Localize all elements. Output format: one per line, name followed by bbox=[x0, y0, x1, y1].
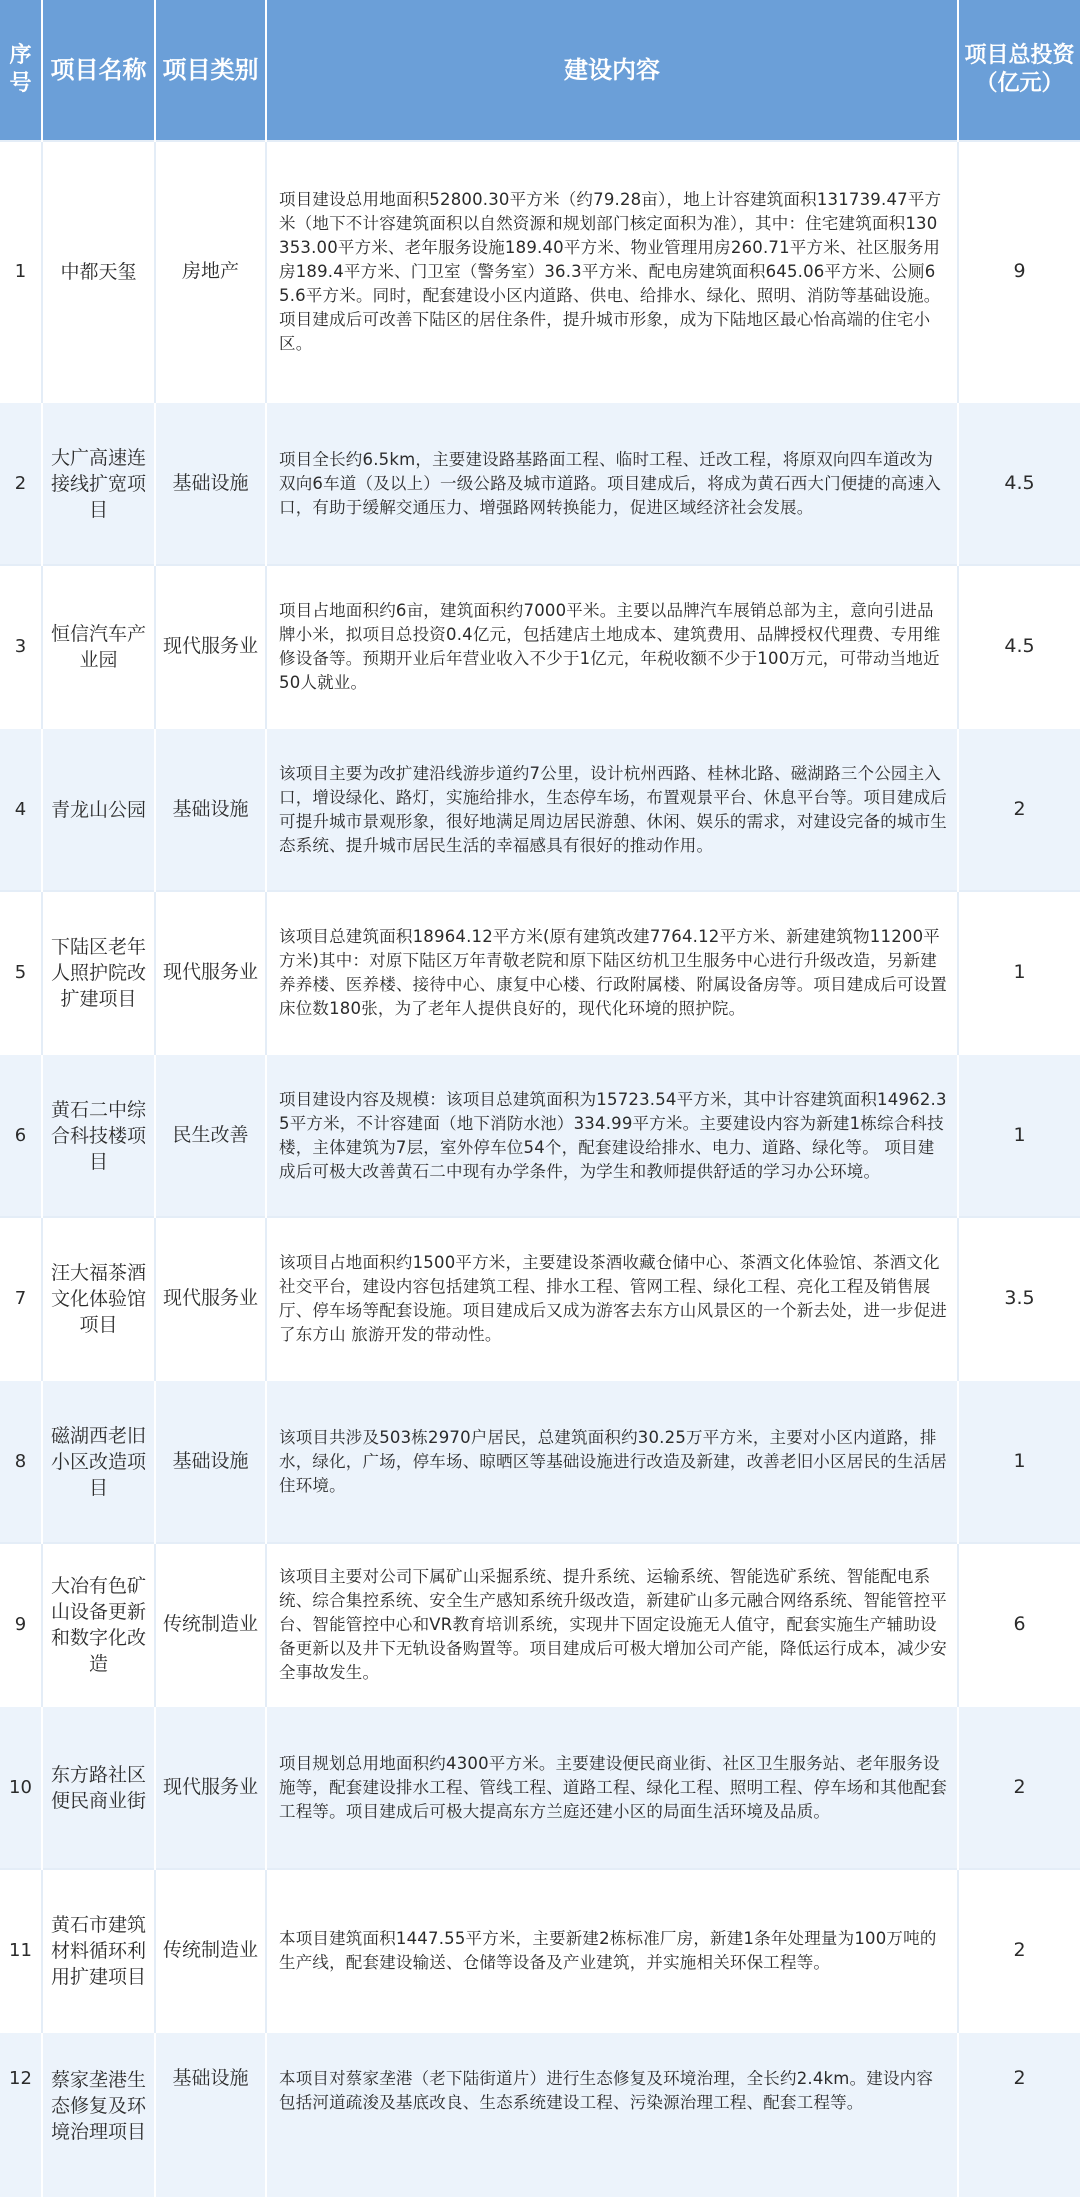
row-name: 汪大福茶酒文化体验馆项目 bbox=[42, 1217, 155, 1380]
row-type: 民生改善 bbox=[155, 1054, 266, 1217]
row-no: 6 bbox=[0, 1054, 42, 1217]
row-no: 2 bbox=[0, 402, 42, 565]
row-investment: 1 bbox=[958, 891, 1080, 1054]
row-no: 7 bbox=[0, 1217, 42, 1380]
table-row bbox=[0, 1217, 1080, 1380]
row-investment: 3.5 bbox=[958, 1217, 1080, 1380]
row-name: 大广高速连接线扩宽项目 bbox=[42, 402, 155, 565]
row-type: 房地产 bbox=[155, 141, 266, 402]
table-row bbox=[0, 1380, 1080, 1543]
row-type: 现代服务业 bbox=[155, 891, 266, 1054]
row-content: 该项目主要对公司下属矿山采掘系统、提升系统、运输系统、智能选矿系统、智能配电系统、综合集控系统、安全生产感知系统升级改造，新建矿山多元融合网络系统、智能管控平台、智能管控中心和VR教育培训系统，实现井下固定设施无人值守，配套实施生产辅助设备更新以及井下无轨设备购置等。项目建成后可极大增加公司产能，降低运行成本，减少安全事故发生。 bbox=[266, 1543, 958, 1706]
row-type: 现代服务业 bbox=[155, 1217, 266, 1380]
table-row bbox=[0, 141, 1080, 402]
row-content: 项目占地面积约6亩，建筑面积约7000平米。主要以品牌汽车展销总部为主，意向引进品牌小米，拟项目总投资0.4亿元，包括建店土地成本、建筑费用、品牌授权代理费、专用维修设备等。预期开业后年营业收入不少于1亿元，年税收额不少于100万元，可带动当地近50人就业。 bbox=[266, 565, 958, 728]
row-name: 大冶有色矿山设备更新和数字化改造 bbox=[42, 1543, 155, 1706]
row-content: 项目建设内容及规模：该项目总建筑面积为15723.54平方米，其中计容建筑面积14962.35平方米，不计容建面（地下消防水池）334.99平方米。主要建设内容为新建1栋综合科技楼，主体建筑为7层，室外停车位54个，配套建设给排水、电力、道路、绿化等。 项目建成后可极大改善黄石二中现有办学条件，为学生和教师提供舒适的学习办公环境。 bbox=[266, 1054, 958, 1217]
row-no: 5 bbox=[0, 891, 42, 1054]
row-content: 项目建设总用地面积52800.30平方米（约79.28亩），地上计容建筑面积131739.47平方米（地下不计容建筑面积以自然资源和规划部门核定面积为准），其中：住宅建筑面积130353.00平方米、老年服务设施189.40平方米、物业管理用房260.71平方米、社区服务用房189.4平方米、门卫室（警务室）36.3平方米、配电房建筑面积645.06平方米、公厕65.6平方米。同时，配套建设小区内道路、供电、给排水、绿化、照明、消防等基础设施。项目建成后可改善下陆区的居住条件，提升城市形象，成为下陆地区最心怡高端的住宅小区。 bbox=[266, 141, 958, 402]
table-row bbox=[0, 728, 1080, 891]
row-investment: 4.5 bbox=[958, 402, 1080, 565]
row-investment: 2 bbox=[958, 728, 1080, 891]
row-investment: 2 bbox=[958, 2032, 1080, 2197]
row-name: 黄石二中综合科技楼项目 bbox=[42, 1054, 155, 1217]
row-name: 蔡家垄港生态修复及环境治理项目 bbox=[42, 2032, 155, 2197]
row-type: 现代服务业 bbox=[155, 565, 266, 728]
row-no: 9 bbox=[0, 1543, 42, 1706]
row-type: 基础设施 bbox=[155, 402, 266, 565]
row-investment: 2 bbox=[958, 1869, 1080, 2032]
row-content: 该项目占地面积约1500平方米，主要建设茶酒收藏仓储中心、茶酒文化体验馆、茶酒文化社交平台，建设内容包括建筑工程、排水工程、管网工程、绿化工程、亮化工程及销售展厅、停车场等配套设施。项目建成后又成为游客去东方山风景区的一个新去处，进一步促进了东方山 旅游开发的带动性。 bbox=[266, 1217, 958, 1380]
row-name: 黄石市建筑材料循环利用扩建项目 bbox=[42, 1869, 155, 2032]
row-name: 青龙山公园 bbox=[42, 728, 155, 891]
table-row bbox=[0, 1543, 1080, 1706]
row-content: 项目全长约6.5km，主要建设路基路面工程、临时工程、迁改工程，将原双向四车道改为双向6车道（及以上）一级公路及城市道路。项目建成后，将成为黄石西大门便捷的高速入口，有助于缓解交通压力、增强路网转换能力，促进区域经济社会发展。 bbox=[266, 402, 958, 565]
table-row bbox=[0, 1869, 1080, 2032]
row-type: 基础设施 bbox=[155, 1380, 266, 1543]
header-no: 序号 bbox=[0, 0, 42, 141]
header-name: 项目名称 bbox=[42, 0, 155, 141]
row-no: 1 bbox=[0, 141, 42, 402]
row-name: 下陆区老年人照护院改扩建项目 bbox=[42, 891, 155, 1054]
row-no: 12 bbox=[0, 2032, 42, 2197]
row-type: 基础设施 bbox=[155, 728, 266, 891]
row-investment: 1 bbox=[958, 1380, 1080, 1543]
row-investment: 6 bbox=[958, 1543, 1080, 1706]
table-row bbox=[0, 1054, 1080, 1217]
row-name: 磁湖西老旧小区改造项目 bbox=[42, 1380, 155, 1543]
row-no: 11 bbox=[0, 1869, 42, 2032]
row-type: 现代服务业 bbox=[155, 1706, 266, 1869]
header-investment: 项目总投资（亿元） bbox=[958, 0, 1080, 141]
table-row bbox=[0, 565, 1080, 728]
table-row bbox=[0, 402, 1080, 565]
row-no: 8 bbox=[0, 1380, 42, 1543]
row-type: 传统制造业 bbox=[155, 1543, 266, 1706]
row-no: 10 bbox=[0, 1706, 42, 1869]
table-row bbox=[0, 891, 1080, 1054]
row-no: 4 bbox=[0, 728, 42, 891]
table-header bbox=[0, 0, 1080, 141]
row-name: 中都天玺 bbox=[42, 141, 155, 402]
row-type: 传统制造业 bbox=[155, 1869, 266, 2032]
header-content: 建设内容 bbox=[266, 0, 958, 141]
row-content: 该项目总建筑面积18964.12平方米(原有建筑改建7764.12平方米、新建建筑物11200平方米)其中：对原下陆区万年青敬老院和原下陆区纺机卫生服务中心进行升级改造，另新建养养楼、医养楼、接待中心、康复中心楼、行政附属楼、附属设备房等。项目建成后可设置床位数180张，为了老年人提供良好的，现代化环境的照护院。 bbox=[266, 891, 958, 1054]
table-row bbox=[0, 2032, 1080, 2197]
row-investment: 9 bbox=[958, 141, 1080, 402]
row-content: 该项目共涉及503栋2970户居民，总建筑面积约30.25万平方米，主要对小区内道路，排水，绿化，广场，停车场、晾晒区等基础设施进行改造及新建，改善老旧小区居民的生活居住环境。 bbox=[266, 1380, 958, 1543]
row-name: 东方路社区便民商业街 bbox=[42, 1706, 155, 1869]
row-investment: 2 bbox=[958, 1706, 1080, 1869]
row-no: 3 bbox=[0, 565, 42, 728]
row-investment: 4.5 bbox=[958, 565, 1080, 728]
header-type: 项目类别 bbox=[155, 0, 266, 141]
row-content: 该项目主要为改扩建沿线游步道约7公里，设计杭州西路、桂林北路、磁湖路三个公园主入口，增设绿化、路灯，实施给排水，生态停车场，布置观景平台、休息平台等。项目建成后可提升城市景观形象，很好地满足周边居民游憩、休闲、娱乐的需求，对建设完备的城市生态系统、提升城市居民生活的幸福感具有很好的推动作用。 bbox=[266, 728, 958, 891]
row-content: 项目规划总用地面积约4300平方米。主要建设便民商业街、社区卫生服务站、老年服务设施等，配套建设排水工程、管线工程、道路工程、绿化工程、照明工程、停车场和其他配套工程等。项目建成后可极大提高东方兰庭还建小区的局面生活环境及品质。 bbox=[266, 1706, 958, 1869]
row-name: 恒信汽车产业园 bbox=[42, 565, 155, 728]
table-row bbox=[0, 1706, 1080, 1869]
row-type: 基础设施 bbox=[155, 2032, 266, 2197]
row-investment: 1 bbox=[958, 1054, 1080, 1217]
row-content: 本项目对蔡家垄港（老下陆街道片）进行生态修复及环境治理，全长约2.4km。建设内容包括河道疏浚及基底改良、生态系统建设工程、污染源治理工程、配套工程等。 bbox=[266, 2032, 958, 2197]
row-content: 本项目建筑面积1447.55平方米，主要新建2栋标准厂房，新建1条年处理量为100万吨的生产线，配套建设输送、仓储等设备及产业建筑，并实施相关环保工程等。 bbox=[266, 1869, 958, 2032]
